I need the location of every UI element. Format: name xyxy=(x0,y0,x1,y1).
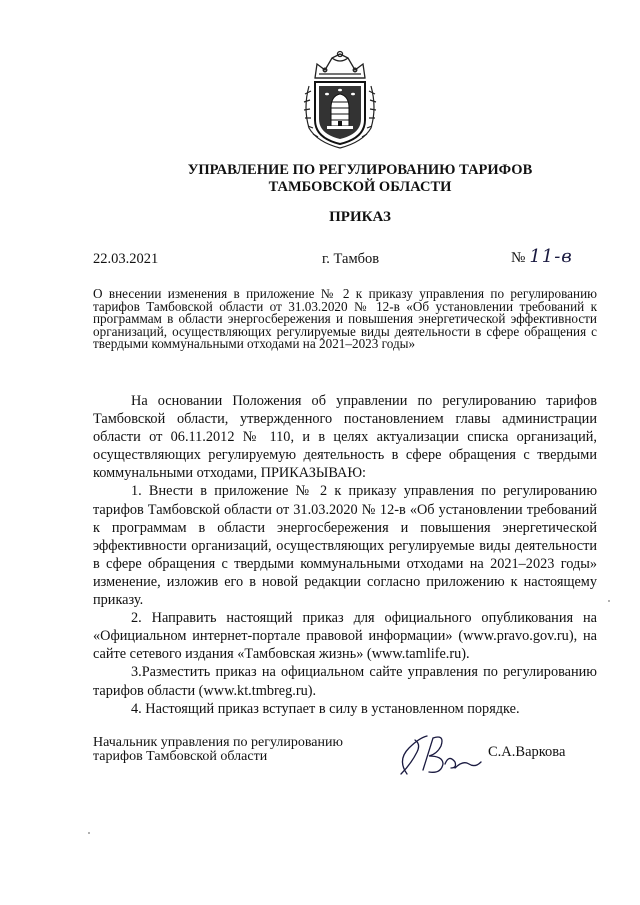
scan-speck xyxy=(88,832,90,834)
document-body xyxy=(93,392,597,718)
signer-name: С.А.Варкова xyxy=(488,744,566,760)
signer-title-line-2: тарифов Тамбовской области xyxy=(93,748,268,764)
document-city: г. Тамбов xyxy=(322,251,380,267)
number-sign: № xyxy=(511,250,526,266)
item-3-paragraph: 3.Разместить приказ на официальном сайте управления по регулированию тарифов области (www.kt.tmbreg.ru). xyxy=(93,664,597,699)
signer-title-line-1: Начальник управления по регулированию xyxy=(93,735,343,750)
handwritten-number: 11-в xyxy=(529,246,573,267)
item-2-paragraph: 2. Направить настоящий приказ для официального опубликования на «Официальном интернет-портале правовой информации» (www.pravo.gov.ru), на сайте сетевого издания «Тамбовская жизнь» (www.tamlife.ru). xyxy=(93,610,597,663)
signer-title xyxy=(93,736,343,763)
organization-name-line-2: ТАМБОВСКОЙ ОБЛАСТИ xyxy=(268,179,452,195)
item-4-paragraph: 4. Настоящий приказ вступает в силу в установленном порядке. xyxy=(131,700,520,717)
document-number xyxy=(511,246,573,267)
document-date: 22.03.2021 xyxy=(93,251,159,267)
preamble-paragraph: На основании Положения об управлении по регулированию тарифов Тамбовской области, утвержденного постановлением главы администрации области от 06.11.2012 № 110, и в целях актуализации списка организаций, осуществляющих регулируемую деятельность в сфере обращения с твердыми коммунальными отходами, ПРИКАЗЫВАЮ: xyxy=(93,393,597,482)
handwritten-signature xyxy=(393,730,485,780)
coat-of-arms-emblem xyxy=(297,50,383,150)
item-1-paragraph: 1. Внести в приложение № 2 к приказу управления по регулированию тарифов Тамбовской области от 31.03.2020 № 12-в «Об установлении требований к программам в области энергосбережения и повышения энергетической эффективности организаций, осуществляющих регулируемые виды деятельности в сфере обращения с твердыми коммунальными отходами на 2021–2023 годы» изменение, изложив его в новой редакции согласно приложению к настоящему приказу. xyxy=(93,483,597,609)
document-subject: О внесении изменения в приложение № 2 к приказу управления по регулированию тарифов Тамбовской области от 31.03.2020 № 12-в «Об установлении требований к программам в области энергосбережения и повышения энергетической эффективности организаций, осуществляющих регулируемые виды деятельности в сфере обращения с твердыми коммунальными отходами на 2021–2023 годы» xyxy=(93,286,597,352)
organization-name-line-1: УПРАВЛЕНИЕ ПО РЕГУЛИРОВАНИЮ ТАРИФОВ xyxy=(187,162,533,178)
scan-speck xyxy=(608,600,610,602)
document-type-title: ПРИКАЗ xyxy=(329,209,391,225)
